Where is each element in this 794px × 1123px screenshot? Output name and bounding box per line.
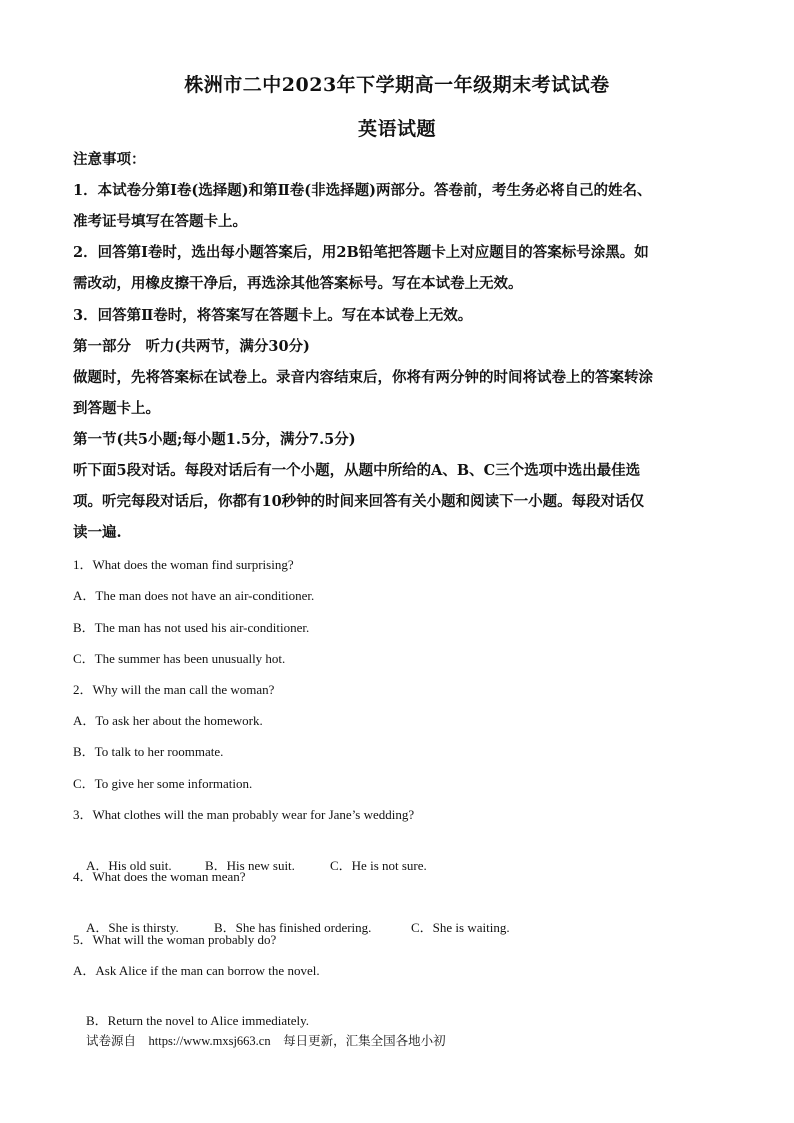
section1-instr-1: 听下面5段对话。每段对话后有一个小题，从题中所给的A、B、C三个选项中选出最佳选 [73, 462, 641, 479]
question-5-option-a: A．Ask Alice if the man can borrow the novel. [73, 963, 320, 978]
notice-line-2: 准考证号填写在答题卡上。 [73, 213, 247, 230]
section1-heading: 第一节(共5小题;每小题1.5分，满分7.5分) [73, 431, 356, 448]
question-3: 3．What clothes will the man probably wear for Jane’s wedding? [73, 807, 415, 822]
question-4-option-c: C．She is waiting. [411, 920, 510, 935]
notice-heading: 注意事项： [73, 151, 146, 168]
question-1-option-c: C．The summer has been unusually hot. [73, 651, 286, 666]
question-4: 4．What does the woman mean? [73, 869, 246, 884]
exam-title: 株洲市二中2023年下学期高一年级期末考试试卷 [184, 74, 610, 96]
notice-line-4: 需改动，用橡皮擦干净后，再选涂其他答案标号。写在本试卷上无效。 [73, 275, 523, 292]
section1-instr-3: 读一遍. [73, 524, 122, 541]
question-3-option-b: B．His new suit. [205, 858, 295, 873]
part1-instr-1: 做题时，先将答案标在试卷上。录音内容结束后，你将有两分钟的时间将试卷上的答案转涂 [73, 369, 653, 386]
question-5-option-b-row [73, 991, 733, 1071]
question-3-option-a: A．His old suit. [86, 858, 172, 873]
question-5: 5．What will the woman probably do? [73, 932, 277, 947]
question-2-option-a: A．To ask her about the homework. [73, 713, 263, 728]
question-1-option-b: B．The man has not used his air-conditioner. [73, 620, 310, 635]
question-1-option-a: A．The man does not have an air-conditioner. [73, 588, 315, 603]
exam-subtitle: 英语试题 [357, 118, 436, 140]
notice-line-1: 1．本试卷分第Ⅰ卷(选择题)和第Ⅱ卷(非选择题)两部分。答卷前，考生务必将自己的姓名、 [73, 182, 652, 199]
notice-line-3: 2．回答第Ⅰ卷时，选出每小题答案后，用2B铅笔把答题卡上对应题目的答案标号涂黑。如 [73, 244, 649, 261]
question-3-option-c: C．He is not sure. [330, 858, 427, 873]
source-watermark-text: 试卷源自 https://www.mxsj663.cn 每日更新，汇集全国各地小初 [86, 1034, 446, 1048]
question-4-option-a: A．She is thirsty. [86, 920, 179, 935]
question-4-option-b: B．She has finished ordering. [214, 920, 372, 935]
section1-instr-2: 项。听完每段对话后，你都有10秒钟的时间来回答有关小题和阅读下一小题。每段对话仅 [73, 493, 645, 510]
question-3-options [73, 836, 733, 896]
question-5-option-b: B．Return the novel to Alice immediately. [86, 1013, 309, 1028]
part1-instr-2: 到答题卡上。 [73, 400, 160, 417]
question-2-option-c: C．To give her some information. [73, 776, 253, 791]
question-2: 2．Why will the man call the woman? [73, 682, 275, 697]
question-2-option-b: B．To talk to her roommate. [73, 744, 224, 759]
question-1: 1．What does the woman find surprising? [73, 557, 294, 572]
notice-line-5: 3．回答第Ⅱ卷时，将答案写在答题卡上。写在本试卷上无效。 [73, 307, 473, 324]
part1-heading: 第一部分 听力(共两节，满分30分) [73, 338, 310, 355]
